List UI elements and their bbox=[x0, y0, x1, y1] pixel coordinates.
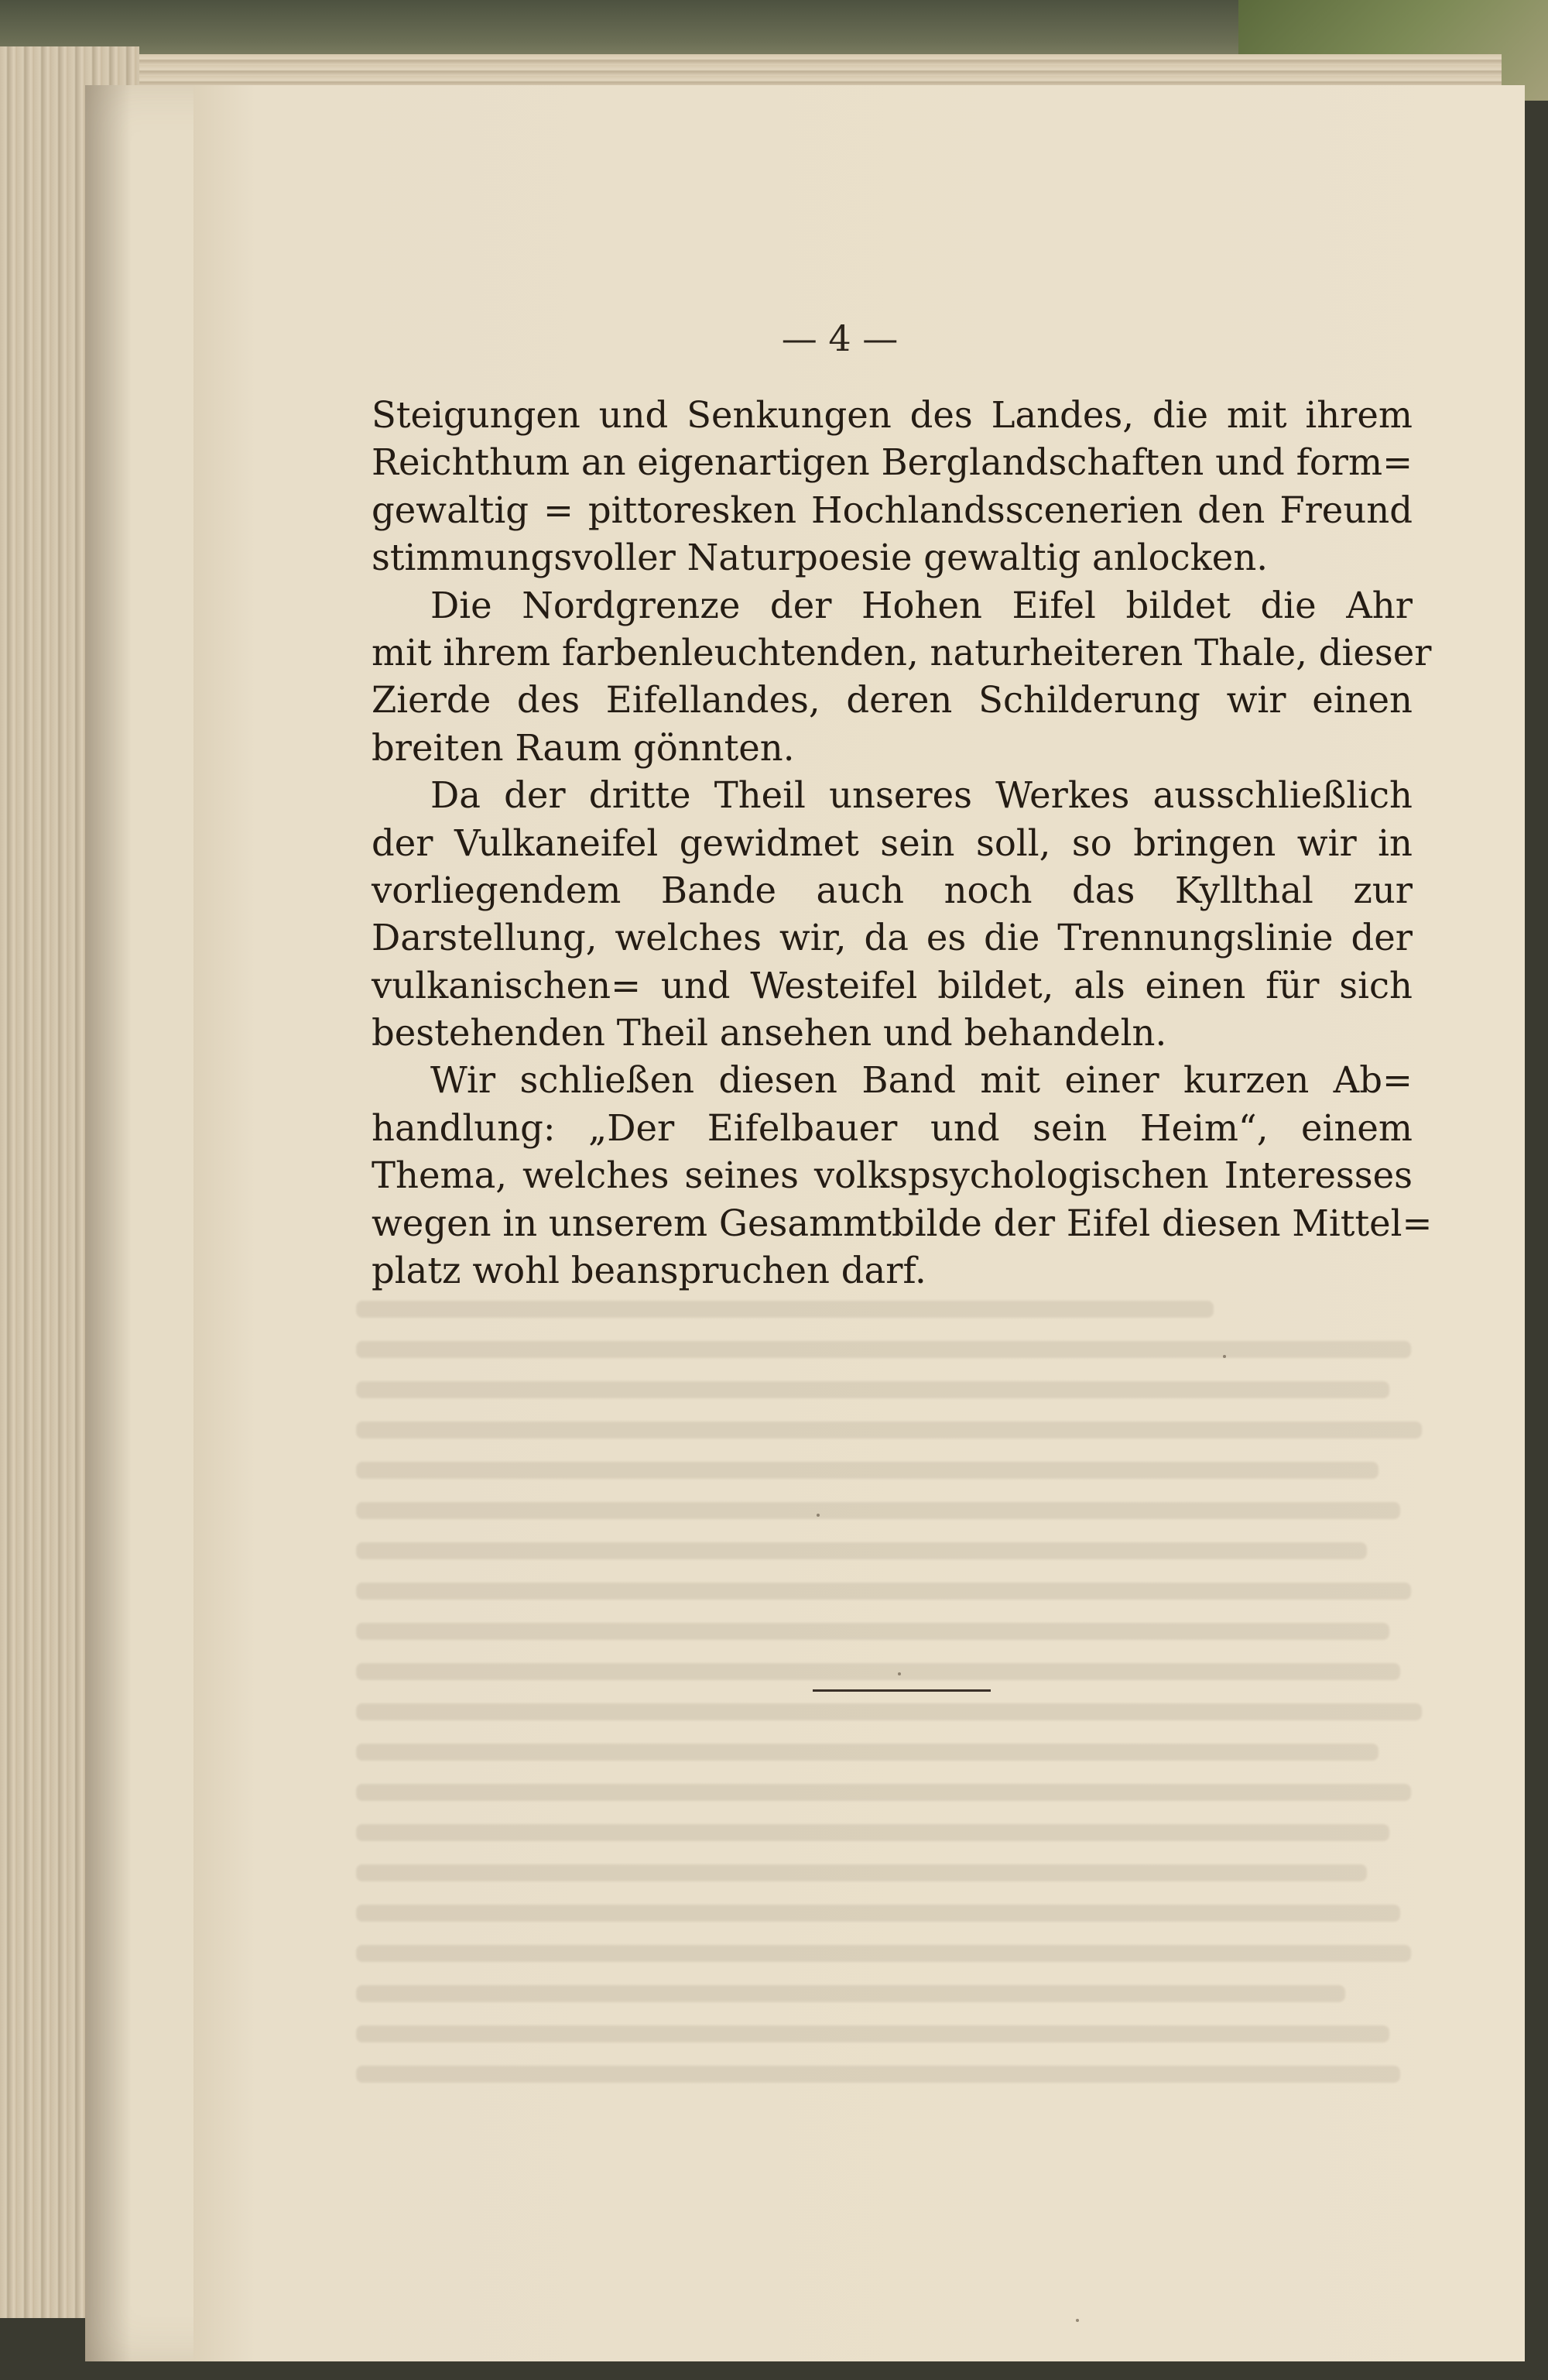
text-line: vulkanischen= und Westeifel bildet, als einen für sich bbox=[372, 964, 1413, 1007]
text-line: platz wohl beanspruchen darf. bbox=[372, 1250, 926, 1292]
bleed-line bbox=[356, 2025, 1389, 2042]
bleed-line bbox=[356, 1744, 1378, 1761]
bleed-line bbox=[356, 1542, 1367, 1559]
text-line: Thema, welches seines volkspsychologischen Interesses bbox=[372, 1154, 1413, 1197]
text-line: stimmungsvoller Naturpoesie gewaltig anlocken. bbox=[372, 537, 1269, 579]
text-line: wegen in unserem Gesammtbilde der Eifel diesen Mittel= bbox=[372, 1202, 1433, 1244]
bleed-line bbox=[356, 2066, 1400, 2083]
paper-speck bbox=[1076, 2319, 1079, 2322]
page-number: — 4 — bbox=[781, 317, 899, 359]
text-line: Zierde des Eifellandes, deren Schilderung wir einen bbox=[372, 679, 1413, 722]
paper-speck bbox=[817, 1514, 820, 1517]
bleed-line bbox=[356, 1703, 1422, 1720]
bleed-line bbox=[356, 1985, 1345, 2002]
bleed-line bbox=[356, 1623, 1389, 1640]
bleed-through-text bbox=[356, 1301, 1455, 2152]
bleed-line bbox=[356, 1421, 1422, 1439]
section-separator bbox=[813, 1689, 991, 1692]
bleed-line bbox=[356, 1824, 1389, 1841]
bleed-line bbox=[356, 1341, 1411, 1358]
bleed-line bbox=[356, 1462, 1378, 1479]
bleed-line bbox=[356, 1381, 1389, 1398]
text-line: vorliegendem Bande auch noch das Kyllthal zur bbox=[372, 869, 1413, 911]
text-line: handlung: „Der Eifelbauer und sein Heim“, einem bbox=[372, 1106, 1413, 1149]
bleed-line bbox=[356, 1502, 1400, 1519]
text-line: bestehenden Theil ansehen und behandeln. bbox=[372, 1012, 1167, 1055]
bleed-line bbox=[356, 1784, 1411, 1801]
bleed-line bbox=[356, 1663, 1400, 1680]
bleed-line bbox=[356, 1864, 1367, 1881]
body-text bbox=[372, 392, 1433, 1295]
bleed-line bbox=[356, 1583, 1411, 1600]
text-line: der Vulkaneifel gewidmet sein soll, so bringen wir in bbox=[372, 821, 1413, 864]
paper-speck bbox=[898, 1672, 901, 1675]
text-line: Da der dritte Theil unseres Werkes ausschließlich bbox=[430, 774, 1413, 817]
text-line: mit ihrem farbenleuchtenden, naturheiteren Thale, dieser bbox=[372, 631, 1432, 674]
text-line: Steigungen und Senkungen des Landes, die mit ihrem bbox=[372, 394, 1413, 436]
text-line: Wir schließen diesen Band mit einer kurzen Ab= bbox=[430, 1059, 1413, 1102]
bleed-line bbox=[356, 1905, 1400, 1922]
text-line: Die Nordgrenze der Hohen Eifel bildet die Ahr bbox=[430, 584, 1413, 626]
text-line: breiten Raum gönnten. bbox=[372, 726, 795, 769]
text-line: Reichthum an eigenartigen Berglandschaften und form= bbox=[372, 441, 1413, 484]
spine-shadow bbox=[85, 85, 132, 2361]
text-line: gewaltig = pittoresken Hochlandsscenerien den Freund bbox=[372, 489, 1413, 531]
bleed-line bbox=[356, 1301, 1214, 1318]
paper-speck bbox=[1223, 1355, 1226, 1358]
bleed-line bbox=[356, 1945, 1411, 1962]
text-line: Darstellung, welches wir, da es die Trennungslinie der bbox=[372, 917, 1413, 959]
